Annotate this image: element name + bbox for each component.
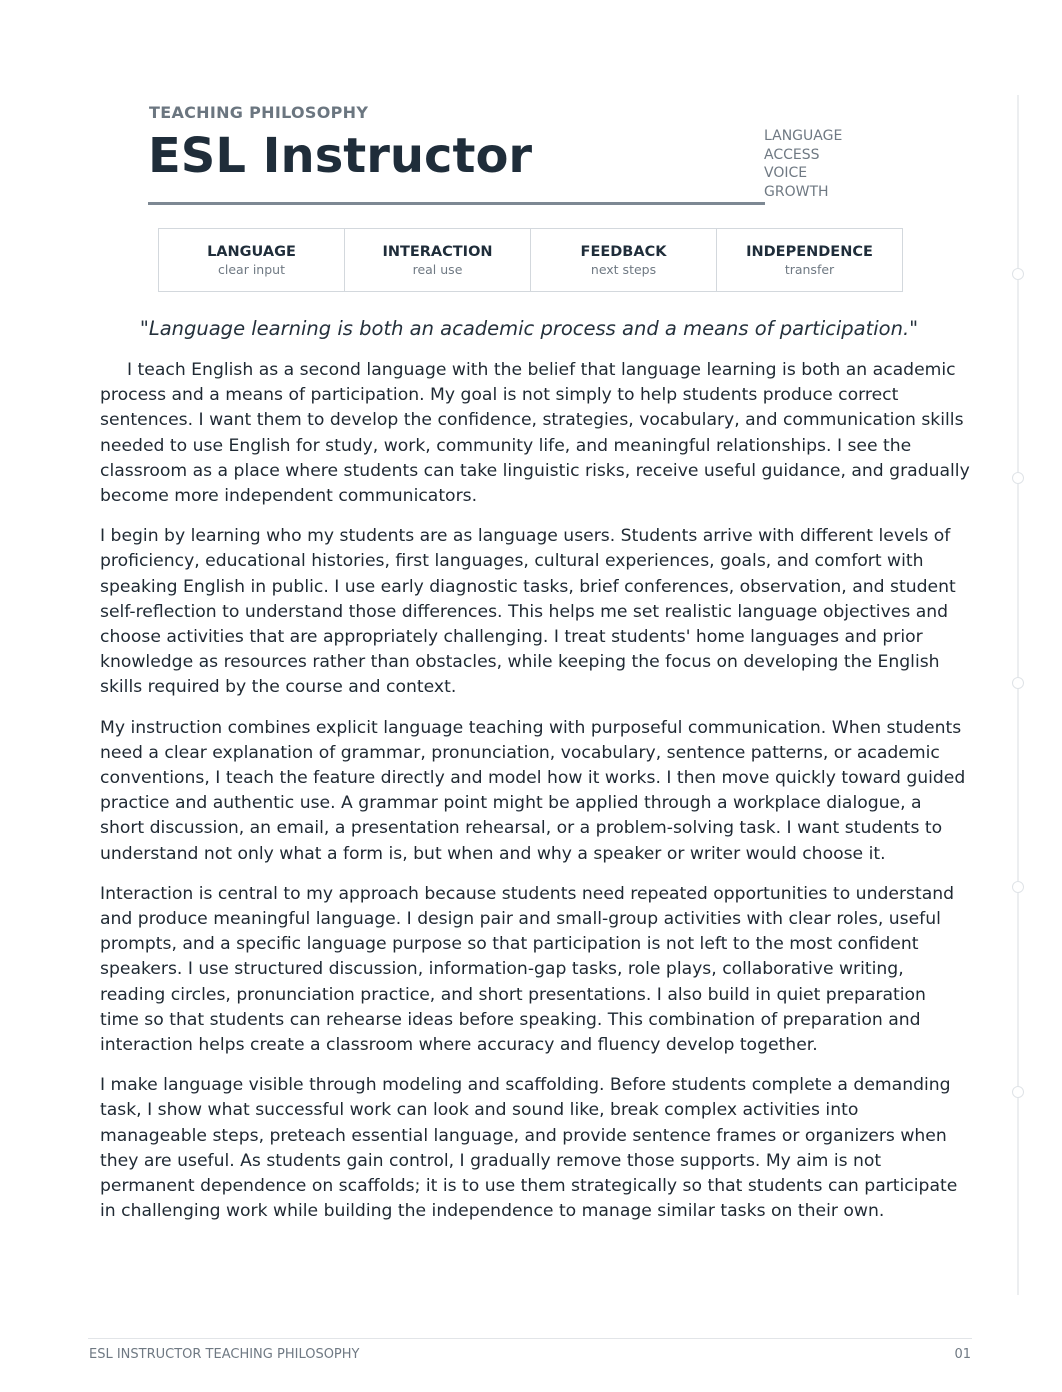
rail-marker (1012, 677, 1024, 689)
keyword: LANGUAGE (764, 128, 843, 144)
page-title: ESL Instructor (148, 128, 533, 184)
footer-divider (88, 1338, 972, 1339)
pillar-language (159, 229, 345, 291)
paragraph: Interaction is central to my approach because students need repeated opportunities to understand and produce meaningful language. I design pair and small-group activities with clear roles, useful prompts, and a specific language purpose so that participation is not left to the most confident speakers. I use structured discussion, information-gap tasks, role plays, collaborative writing, reading circles, pronunciation practice, and short presentations. I also build in quiet preparation time so that students can rehearse ideas before speaking. This combination of preparation and interaction helps create a classroom where accuracy and fluency develop together. (100, 883, 955, 1056)
keyword: VOICE (764, 165, 808, 181)
keyword-list (764, 127, 842, 201)
page-number: 01 (954, 1347, 971, 1362)
rail-marker (1012, 1086, 1024, 1098)
rail-marker (1012, 268, 1024, 280)
pillar-name: INDEPENDENCE (746, 244, 873, 260)
pillar-subtitle: real use (412, 262, 463, 277)
rail-marker (1012, 472, 1024, 484)
pillar-interaction (345, 229, 531, 291)
paragraph: I make language visible through modeling and scaffolding. Before students complete a demanding task, I show what successful work can look and sound like, break complex activities into manageable steps, preteach essential language, and provide sentence frames or organizers when they are useful. As students gain control, I gradually remove those supports. My aim is not permanent dependence on scaffolds; it is to use them strategically so that students can participate in challenging work while building the independence to manage similar tasks on their own. (100, 1075, 958, 1222)
paragraph: My instruction combines explicit language teaching with purposeful communication. When students need a clear explanation of grammar, pronunciation, vocabulary, sentence patterns, or academic conventions, I teach the feature directly and model how it works. I then move quickly toward guided practice and authentic use. A grammar point might be applied through a workplace dialogue, a short discussion, an email, a presentation rehearsal, or a problem-solving task. I want students to understand not only what a form is, but when and why a speaker or writer would choose it. (100, 717, 966, 864)
eyebrow-label: TEACHING PHILOSOPHY (149, 103, 369, 122)
title-divider (148, 202, 765, 205)
pillar-subtitle: clear input (218, 262, 285, 277)
keyword: ACCESS (764, 146, 820, 163)
paragraph: I begin by learning who my students are as language users. Students arrive with different levels of proficiency, educational histories, first languages, cultural experiences, goals, and comfort with speaking English in public. I use early diagnostic tasks, brief conferences, observation, and student self-reflection to understand those differences. This helps me set realistic language objectives and choose activities that are appropriately challenging. I treat students' home languages and prior knowledge as resources rather than obstacles, while keeping the focus on developing the English skills required by the course and context. (100, 526, 956, 698)
pillar-independence (717, 229, 902, 291)
pillar-name: LANGUAGE (207, 244, 296, 260)
body-text (100, 358, 970, 1240)
pillar-name: FEEDBACK (580, 244, 667, 260)
pillar-feedback (531, 229, 717, 291)
footer-title: ESL INSTRUCTOR TEACHING PHILOSOPHY (89, 1347, 360, 1362)
keyword: GROWTH (764, 183, 829, 200)
pull-quote: "Language learning is both an academic process and a means of participation." (139, 317, 919, 340)
pillar-subtitle: next steps (590, 262, 657, 277)
pillar-name: INTERACTION (382, 244, 493, 260)
paragraph: I teach English as a second language with the belief that language learning is both an academic process and a means of participation. My goal is not simply to help students produce correct sentences. I want them to develop the confidence, strategies, vocabulary, and communication skills needed to use English for study, work, community life, and meaningful relationships. I see the classroom as a place where students can take linguistic risks, receive useful guidance, and gradually become more independent communicators. (100, 360, 970, 507)
pillar-subtitle: transfer (784, 262, 835, 277)
rail-marker (1012, 881, 1024, 893)
pillars-strip (158, 228, 903, 292)
